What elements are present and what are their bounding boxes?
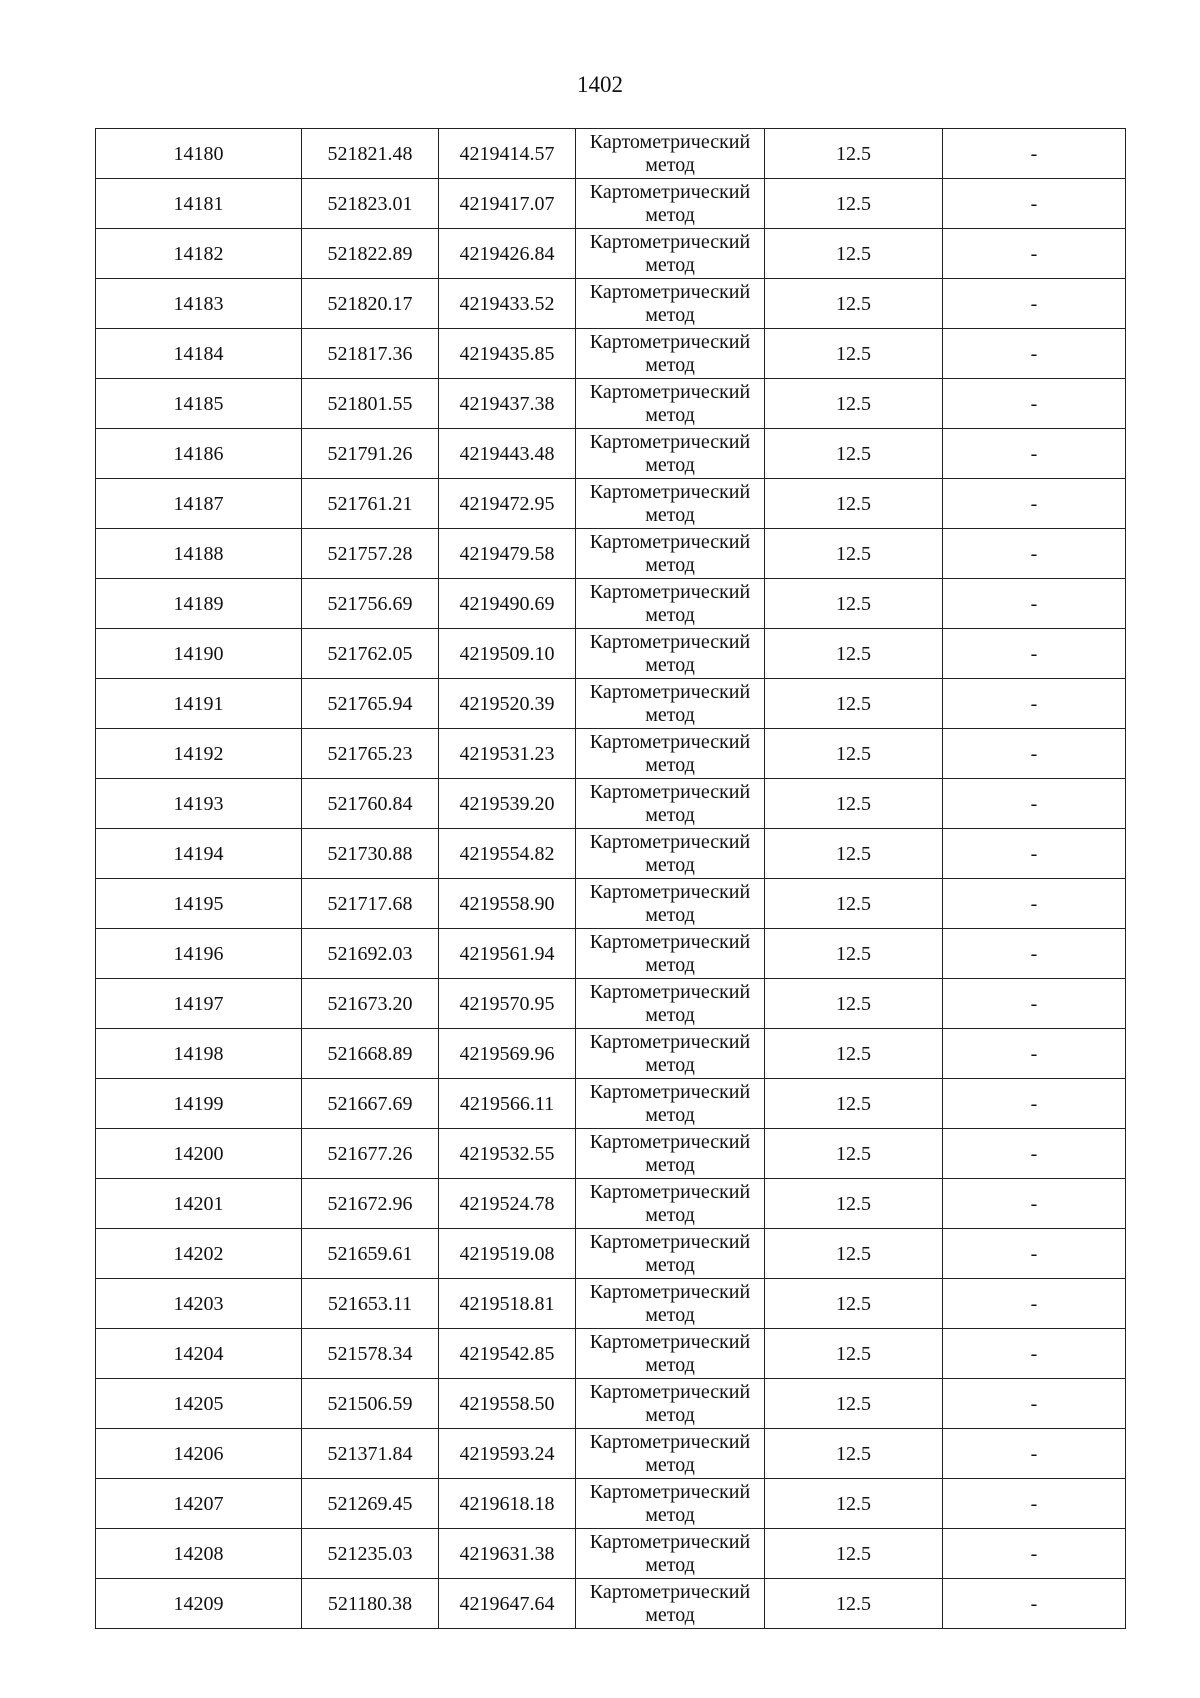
method-text-line: Картометрический bbox=[589, 1330, 751, 1353]
method-text-line: Картометрический bbox=[589, 730, 751, 753]
table-row bbox=[96, 629, 1126, 679]
accuracy-cell: 12.5 bbox=[765, 979, 943, 1029]
method-text-line: Картометрический bbox=[589, 530, 751, 553]
method-text-line: метод bbox=[645, 203, 695, 226]
accuracy-cell: 12.5 bbox=[765, 129, 943, 179]
table-row bbox=[96, 1129, 1126, 1179]
table-row bbox=[96, 1079, 1126, 1129]
x-coordinate-cell: 521817.36 bbox=[302, 329, 439, 379]
x-coordinate-cell: 521765.23 bbox=[302, 729, 439, 779]
x-coordinate-cell: 521757.28 bbox=[302, 529, 439, 579]
x-coordinate-cell: 521677.26 bbox=[302, 1129, 439, 1179]
table-row bbox=[96, 1579, 1126, 1629]
accuracy-cell: 12.5 bbox=[765, 529, 943, 579]
x-coordinate-cell: 521673.20 bbox=[302, 979, 439, 1029]
method-text-line: метод bbox=[645, 1203, 695, 1226]
method-text-line: Картометрический bbox=[589, 930, 751, 953]
accuracy-cell: 12.5 bbox=[765, 1379, 943, 1429]
method-cell bbox=[576, 379, 765, 429]
y-coordinate-cell: 4219426.84 bbox=[439, 229, 576, 279]
method-text-line: метод bbox=[645, 853, 695, 876]
x-coordinate-cell: 521506.59 bbox=[302, 1379, 439, 1429]
y-coordinate-cell: 4219433.52 bbox=[439, 279, 576, 329]
method-text-line: Картометрический bbox=[589, 280, 751, 303]
method-cell bbox=[576, 679, 765, 729]
method-cell bbox=[576, 729, 765, 779]
note-cell: - bbox=[943, 1379, 1126, 1429]
note-cell: - bbox=[943, 1279, 1126, 1329]
x-coordinate-cell: 521692.03 bbox=[302, 929, 439, 979]
x-coordinate-cell: 521659.61 bbox=[302, 1229, 439, 1279]
y-coordinate-cell: 4219417.07 bbox=[439, 179, 576, 229]
method-cell bbox=[576, 529, 765, 579]
point-id-cell: 14195 bbox=[96, 879, 302, 929]
method-text-line: Картометрический bbox=[589, 1380, 751, 1403]
point-id-cell: 14203 bbox=[96, 1279, 302, 1329]
table-row bbox=[96, 279, 1126, 329]
method-text-line: Картометрический bbox=[589, 980, 751, 1003]
method-cell bbox=[576, 1329, 765, 1379]
point-id-cell: 14201 bbox=[96, 1179, 302, 1229]
point-id-cell: 14198 bbox=[96, 1029, 302, 1079]
method-cell bbox=[576, 579, 765, 629]
method-cell bbox=[576, 1579, 765, 1629]
note-cell: - bbox=[943, 779, 1126, 829]
note-cell: - bbox=[943, 1429, 1126, 1479]
method-text-line: метод bbox=[645, 1303, 695, 1326]
note-cell: - bbox=[943, 679, 1126, 729]
method-text-line: метод bbox=[645, 303, 695, 326]
y-coordinate-cell: 4219435.85 bbox=[439, 329, 576, 379]
x-coordinate-cell: 521667.69 bbox=[302, 1079, 439, 1129]
note-cell: - bbox=[943, 529, 1126, 579]
note-cell: - bbox=[943, 1229, 1126, 1279]
method-cell bbox=[576, 1129, 765, 1179]
point-id-cell: 14194 bbox=[96, 829, 302, 879]
method-cell bbox=[576, 779, 765, 829]
table-row bbox=[96, 879, 1126, 929]
method-text-line: Картометрический bbox=[589, 630, 751, 653]
y-coordinate-cell: 4219561.94 bbox=[439, 929, 576, 979]
table-row bbox=[96, 329, 1126, 379]
note-cell: - bbox=[943, 829, 1126, 879]
note-cell: - bbox=[943, 129, 1126, 179]
accuracy-cell: 12.5 bbox=[765, 1129, 943, 1179]
point-id-cell: 14199 bbox=[96, 1079, 302, 1129]
point-id-cell: 14193 bbox=[96, 779, 302, 829]
note-cell: - bbox=[943, 279, 1126, 329]
y-coordinate-cell: 4219531.23 bbox=[439, 729, 576, 779]
method-text-line: Картометрический bbox=[589, 880, 751, 903]
x-coordinate-cell: 521653.11 bbox=[302, 1279, 439, 1329]
method-text-line: Картометрический bbox=[589, 1080, 751, 1103]
method-text-line: Картометрический bbox=[589, 1480, 751, 1503]
point-id-cell: 14204 bbox=[96, 1329, 302, 1379]
method-text-line: метод bbox=[645, 703, 695, 726]
coordinates-table-body bbox=[96, 129, 1126, 1629]
method-cell bbox=[576, 179, 765, 229]
method-text-line: Картометрический bbox=[589, 180, 751, 203]
table-row bbox=[96, 929, 1126, 979]
x-coordinate-cell: 521668.89 bbox=[302, 1029, 439, 1079]
method-cell bbox=[576, 1279, 765, 1329]
point-id-cell: 14180 bbox=[96, 129, 302, 179]
method-text-line: метод bbox=[645, 503, 695, 526]
point-id-cell: 14187 bbox=[96, 479, 302, 529]
page-number: 1402 bbox=[577, 72, 623, 97]
table-row bbox=[96, 979, 1126, 1029]
y-coordinate-cell: 4219490.69 bbox=[439, 579, 576, 629]
x-coordinate-cell: 521717.68 bbox=[302, 879, 439, 929]
point-id-cell: 14182 bbox=[96, 229, 302, 279]
y-coordinate-cell: 4219519.08 bbox=[439, 1229, 576, 1279]
method-text-line: Картометрический bbox=[589, 780, 751, 803]
point-id-cell: 14207 bbox=[96, 1479, 302, 1529]
table-row bbox=[96, 429, 1126, 479]
table-row bbox=[96, 1479, 1126, 1529]
method-text-line: Картометрический bbox=[589, 1280, 751, 1303]
y-coordinate-cell: 4219524.78 bbox=[439, 1179, 576, 1229]
method-text-line: метод bbox=[645, 453, 695, 476]
x-coordinate-cell: 521371.84 bbox=[302, 1429, 439, 1479]
method-cell bbox=[576, 979, 765, 1029]
table-row bbox=[96, 1429, 1126, 1479]
method-cell bbox=[576, 1429, 765, 1479]
accuracy-cell: 12.5 bbox=[765, 179, 943, 229]
point-id-cell: 14206 bbox=[96, 1429, 302, 1479]
accuracy-cell: 12.5 bbox=[765, 379, 943, 429]
y-coordinate-cell: 4219569.96 bbox=[439, 1029, 576, 1079]
note-cell: - bbox=[943, 229, 1126, 279]
method-cell bbox=[576, 429, 765, 479]
method-cell bbox=[576, 479, 765, 529]
point-id-cell: 14191 bbox=[96, 679, 302, 729]
point-id-cell: 14197 bbox=[96, 979, 302, 1029]
point-id-cell: 14188 bbox=[96, 529, 302, 579]
accuracy-cell: 12.5 bbox=[765, 579, 943, 629]
method-text-line: Картометрический bbox=[589, 1230, 751, 1253]
table-row bbox=[96, 1229, 1126, 1279]
note-cell: - bbox=[943, 629, 1126, 679]
x-coordinate-cell: 521761.21 bbox=[302, 479, 439, 529]
accuracy-cell: 12.5 bbox=[765, 329, 943, 379]
x-coordinate-cell: 521672.96 bbox=[302, 1179, 439, 1229]
accuracy-cell: 12.5 bbox=[765, 729, 943, 779]
point-id-cell: 14181 bbox=[96, 179, 302, 229]
y-coordinate-cell: 4219558.50 bbox=[439, 1379, 576, 1429]
x-coordinate-cell: 521822.89 bbox=[302, 229, 439, 279]
method-text-line: метод bbox=[645, 153, 695, 176]
method-text-line: метод bbox=[645, 1053, 695, 1076]
table-row bbox=[96, 129, 1126, 179]
accuracy-cell: 12.5 bbox=[765, 429, 943, 479]
method-text-line: Картометрический bbox=[589, 380, 751, 403]
method-text-line: Картометрический bbox=[589, 430, 751, 453]
table-row bbox=[96, 829, 1126, 879]
method-text-line: метод bbox=[645, 653, 695, 676]
note-cell: - bbox=[943, 1129, 1126, 1179]
x-coordinate-cell: 521801.55 bbox=[302, 379, 439, 429]
method-text-line: Картометрический bbox=[589, 480, 751, 503]
point-id-cell: 14184 bbox=[96, 329, 302, 379]
x-coordinate-cell: 521269.45 bbox=[302, 1479, 439, 1529]
method-text-line: метод bbox=[645, 353, 695, 376]
method-text-line: метод bbox=[645, 1103, 695, 1126]
y-coordinate-cell: 4219566.11 bbox=[439, 1079, 576, 1129]
table-row bbox=[96, 479, 1126, 529]
note-cell: - bbox=[943, 1479, 1126, 1529]
method-cell bbox=[576, 879, 765, 929]
note-cell: - bbox=[943, 179, 1126, 229]
method-text-line: метод bbox=[645, 953, 695, 976]
method-cell bbox=[576, 329, 765, 379]
method-cell bbox=[576, 229, 765, 279]
table-row bbox=[96, 1029, 1126, 1079]
method-text-line: Картометрический bbox=[589, 1430, 751, 1453]
y-coordinate-cell: 4219479.58 bbox=[439, 529, 576, 579]
table-row bbox=[96, 729, 1126, 779]
note-cell: - bbox=[943, 929, 1126, 979]
method-cell bbox=[576, 1379, 765, 1429]
x-coordinate-cell: 521762.05 bbox=[302, 629, 439, 679]
method-text-line: Картометрический bbox=[589, 680, 751, 703]
accuracy-cell: 12.5 bbox=[765, 1529, 943, 1579]
accuracy-cell: 12.5 bbox=[765, 1329, 943, 1379]
x-coordinate-cell: 521821.48 bbox=[302, 129, 439, 179]
method-text-line: Картометрический bbox=[589, 830, 751, 853]
method-text-line: Картометрический bbox=[589, 230, 751, 253]
method-cell bbox=[576, 129, 765, 179]
note-cell: - bbox=[943, 879, 1126, 929]
method-text-line: метод bbox=[645, 553, 695, 576]
method-text-line: метод bbox=[645, 1003, 695, 1026]
y-coordinate-cell: 4219647.64 bbox=[439, 1579, 576, 1629]
note-cell: - bbox=[943, 729, 1126, 779]
y-coordinate-cell: 4219414.57 bbox=[439, 129, 576, 179]
method-text-line: метод bbox=[645, 603, 695, 626]
table-row bbox=[96, 179, 1126, 229]
x-coordinate-cell: 521235.03 bbox=[302, 1529, 439, 1579]
method-text-line: метод bbox=[645, 403, 695, 426]
method-text-line: метод bbox=[645, 1603, 695, 1626]
y-coordinate-cell: 4219518.81 bbox=[439, 1279, 576, 1329]
accuracy-cell: 12.5 bbox=[765, 1429, 943, 1479]
accuracy-cell: 12.5 bbox=[765, 229, 943, 279]
y-coordinate-cell: 4219558.90 bbox=[439, 879, 576, 929]
note-cell: - bbox=[943, 1329, 1126, 1379]
point-id-cell: 14183 bbox=[96, 279, 302, 329]
accuracy-cell: 12.5 bbox=[765, 1079, 943, 1129]
table-row bbox=[96, 529, 1126, 579]
note-cell: - bbox=[943, 1029, 1126, 1079]
accuracy-cell: 12.5 bbox=[765, 629, 943, 679]
x-coordinate-cell: 521730.88 bbox=[302, 829, 439, 879]
note-cell: - bbox=[943, 1079, 1126, 1129]
method-text-line: метод bbox=[645, 903, 695, 926]
y-coordinate-cell: 4219437.38 bbox=[439, 379, 576, 429]
accuracy-cell: 12.5 bbox=[765, 1179, 943, 1229]
note-cell: - bbox=[943, 1179, 1126, 1229]
y-coordinate-cell: 4219618.18 bbox=[439, 1479, 576, 1529]
accuracy-cell: 12.5 bbox=[765, 829, 943, 879]
method-cell bbox=[576, 279, 765, 329]
accuracy-cell: 12.5 bbox=[765, 479, 943, 529]
method-text-line: Картометрический bbox=[589, 330, 751, 353]
accuracy-cell: 12.5 bbox=[765, 1579, 943, 1629]
accuracy-cell: 12.5 bbox=[765, 879, 943, 929]
method-cell bbox=[576, 1179, 765, 1229]
table-row bbox=[96, 229, 1126, 279]
method-text-line: Картометрический bbox=[589, 1130, 751, 1153]
table-row bbox=[96, 1379, 1126, 1429]
x-coordinate-cell: 521180.38 bbox=[302, 1579, 439, 1629]
y-coordinate-cell: 4219631.38 bbox=[439, 1529, 576, 1579]
method-cell bbox=[576, 629, 765, 679]
method-cell bbox=[576, 929, 765, 979]
x-coordinate-cell: 521578.34 bbox=[302, 1329, 439, 1379]
note-cell: - bbox=[943, 1579, 1126, 1629]
table-row bbox=[96, 1179, 1126, 1229]
method-cell bbox=[576, 1479, 765, 1529]
accuracy-cell: 12.5 bbox=[765, 679, 943, 729]
accuracy-cell: 12.5 bbox=[765, 1279, 943, 1329]
table-row bbox=[96, 679, 1126, 729]
table-row bbox=[96, 1529, 1126, 1579]
note-cell: - bbox=[943, 579, 1126, 629]
accuracy-cell: 12.5 bbox=[765, 929, 943, 979]
method-cell bbox=[576, 1229, 765, 1279]
y-coordinate-cell: 4219542.85 bbox=[439, 1329, 576, 1379]
method-text-line: метод bbox=[645, 1153, 695, 1176]
point-id-cell: 14189 bbox=[96, 579, 302, 629]
y-coordinate-cell: 4219520.39 bbox=[439, 679, 576, 729]
y-coordinate-cell: 4219509.10 bbox=[439, 629, 576, 679]
point-id-cell: 14202 bbox=[96, 1229, 302, 1279]
note-cell: - bbox=[943, 379, 1126, 429]
y-coordinate-cell: 4219472.95 bbox=[439, 479, 576, 529]
x-coordinate-cell: 521756.69 bbox=[302, 579, 439, 629]
method-cell bbox=[576, 1079, 765, 1129]
note-cell: - bbox=[943, 329, 1126, 379]
method-text-line: Картометрический bbox=[589, 1030, 751, 1053]
accuracy-cell: 12.5 bbox=[765, 1229, 943, 1279]
x-coordinate-cell: 521791.26 bbox=[302, 429, 439, 479]
method-text-line: Картометрический bbox=[589, 1580, 751, 1603]
method-text-line: метод bbox=[645, 1253, 695, 1276]
method-text-line: метод bbox=[645, 1353, 695, 1376]
y-coordinate-cell: 4219539.20 bbox=[439, 779, 576, 829]
coordinates-table bbox=[95, 128, 1126, 1629]
x-coordinate-cell: 521760.84 bbox=[302, 779, 439, 829]
y-coordinate-cell: 4219532.55 bbox=[439, 1129, 576, 1179]
point-id-cell: 14209 bbox=[96, 1579, 302, 1629]
point-id-cell: 14208 bbox=[96, 1529, 302, 1579]
y-coordinate-cell: 4219443.48 bbox=[439, 429, 576, 479]
note-cell: - bbox=[943, 479, 1126, 529]
point-id-cell: 14190 bbox=[96, 629, 302, 679]
method-text-line: Картометрический bbox=[589, 580, 751, 603]
method-cell bbox=[576, 829, 765, 879]
point-id-cell: 14205 bbox=[96, 1379, 302, 1429]
y-coordinate-cell: 4219570.95 bbox=[439, 979, 576, 1029]
x-coordinate-cell: 521820.17 bbox=[302, 279, 439, 329]
x-coordinate-cell: 521765.94 bbox=[302, 679, 439, 729]
method-text-line: метод bbox=[645, 1403, 695, 1426]
point-id-cell: 14186 bbox=[96, 429, 302, 479]
table-row bbox=[96, 1279, 1126, 1329]
method-text-line: метод bbox=[645, 253, 695, 276]
point-id-cell: 14192 bbox=[96, 729, 302, 779]
method-text-line: метод bbox=[645, 1453, 695, 1476]
accuracy-cell: 12.5 bbox=[765, 1029, 943, 1079]
method-text-line: метод bbox=[645, 1553, 695, 1576]
note-cell: - bbox=[943, 1529, 1126, 1579]
method-cell bbox=[576, 1029, 765, 1079]
accuracy-cell: 12.5 bbox=[765, 1479, 943, 1529]
point-id-cell: 14196 bbox=[96, 929, 302, 979]
method-text-line: Картометрический bbox=[589, 1180, 751, 1203]
method-text-line: Картометрический bbox=[589, 1530, 751, 1553]
table-row bbox=[96, 1329, 1126, 1379]
note-cell: - bbox=[943, 979, 1126, 1029]
note-cell: - bbox=[943, 429, 1126, 479]
point-id-cell: 14200 bbox=[96, 1129, 302, 1179]
method-cell bbox=[576, 1529, 765, 1579]
y-coordinate-cell: 4219554.82 bbox=[439, 829, 576, 879]
accuracy-cell: 12.5 bbox=[765, 279, 943, 329]
table-row bbox=[96, 779, 1126, 829]
method-text-line: метод bbox=[645, 803, 695, 826]
method-text-line: Картометрический bbox=[589, 130, 751, 153]
table-row bbox=[96, 379, 1126, 429]
method-text-line: метод bbox=[645, 1503, 695, 1526]
x-coordinate-cell: 521823.01 bbox=[302, 179, 439, 229]
y-coordinate-cell: 4219593.24 bbox=[439, 1429, 576, 1479]
accuracy-cell: 12.5 bbox=[765, 779, 943, 829]
table-row bbox=[96, 579, 1126, 629]
method-text-line: метод bbox=[645, 753, 695, 776]
point-id-cell: 14185 bbox=[96, 379, 302, 429]
